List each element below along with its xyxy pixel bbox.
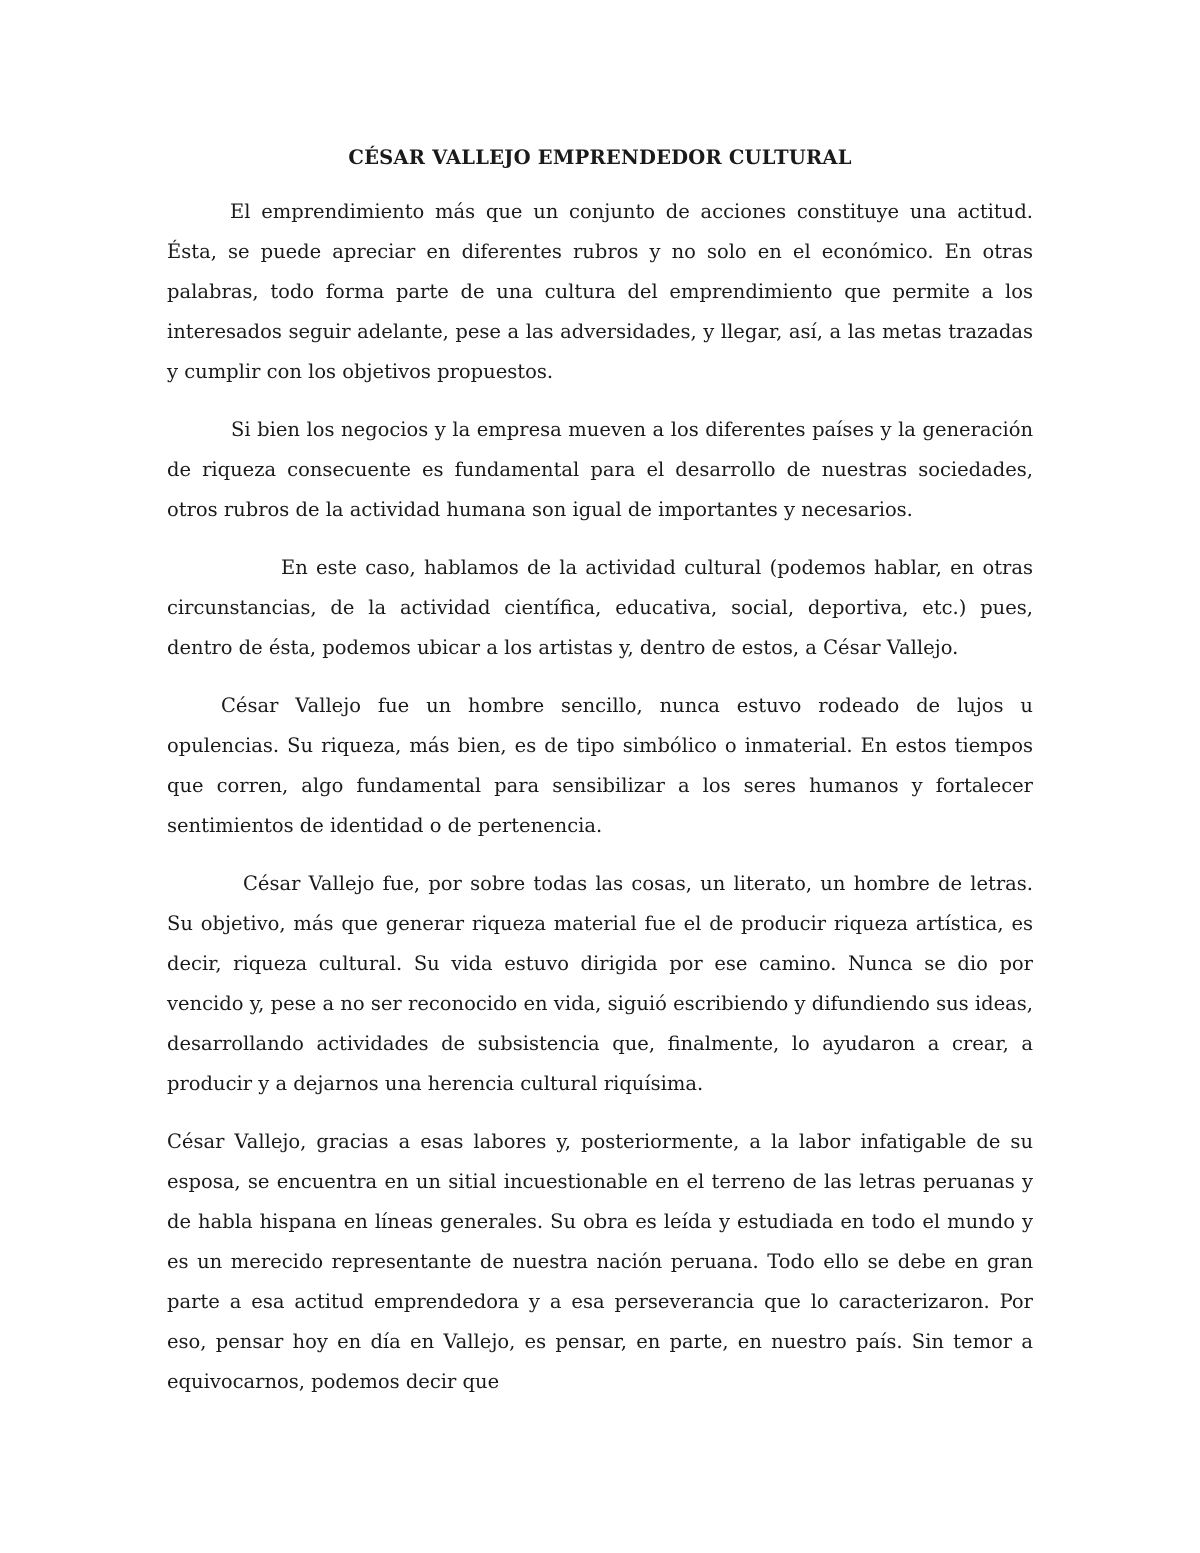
paragraph-6: César Vallejo, gracias a esas labores y, posteriormente, a la labor infatigable de su esposa, se encuentra en un sitial incuestionable en el terreno de las letras peruanas y de habla hispana en líneas generales. Su obra es leída y estudiada en todo el mundo y es un merecido representante de nuestra nación peruana. Todo ello se debe en gran parte a esa actitud emprendedora y a esa perseverancia que lo caracterizaron. Por eso, pensar hoy en día en Vallejo, es pensar, en parte, en nuestro país. Sin temor a equivocarnos, podemos decir que bbox=[167, 1130, 1033, 1393]
paragraph-5: César Vallejo fue, por sobre todas las cosas, un literato, un hombre de letras. Su objetivo, más que generar riqueza material fue el de producir riqueza artística, es decir, riqueza cultural. Su vida estuvo dirigida por ese camino. Nunca se dio por vencido y, pese a no ser reconocido en vida, siguió escribiendo y difundiendo sus ideas, desarrollando actividades de subsistencia que, finalmente, lo ayudaron a crear, a producir y a dejarnos una herencia cultural riquísima. bbox=[167, 872, 1033, 1095]
paragraph-3: En este caso, hablamos de la actividad cultural (podemos hablar, en otras circunstancias, de la actividad científica, educativa, social, deportiva, etc.) pues, dentro de ésta, podemos ubicar a los artistas y, dentro de estos, a César Vallejo. bbox=[167, 556, 1033, 659]
paragraph-1: El emprendimiento más que un conjunto de acciones constituye una actitud. Ésta, se puede apreciar en diferentes rubros y no solo en el económico. En otras palabras, todo forma parte de una cultura del emprendimiento que permite a los interesados seguir adelante, pese a las adversidades, y llegar, así, a las metas trazadas y cumplir con los objetivos propuestos. bbox=[167, 200, 1033, 383]
document-body bbox=[167, 138, 1033, 1420]
document-title: CÉSAR VALLEJO EMPRENDEDOR CULTURAL bbox=[348, 146, 852, 169]
paragraph-4: César Vallejo fue un hombre sencillo, nunca estuvo rodeado de lujos u opulencias. Su riqueza, más bien, es de tipo simbólico o inmaterial. En estos tiempos que corren, algo fundamental para sensibilizar a los seres humanos y fortalecer sentimientos de identidad o de pertenencia. bbox=[167, 694, 1033, 837]
paragraph-2: Si bien los negocios y la empresa mueven a los diferentes países y la generación de riqueza consecuente es fundamental para el desarrollo de nuestras sociedades, otros rubros de la actividad humana son igual de importantes y necesarios. bbox=[167, 418, 1033, 521]
